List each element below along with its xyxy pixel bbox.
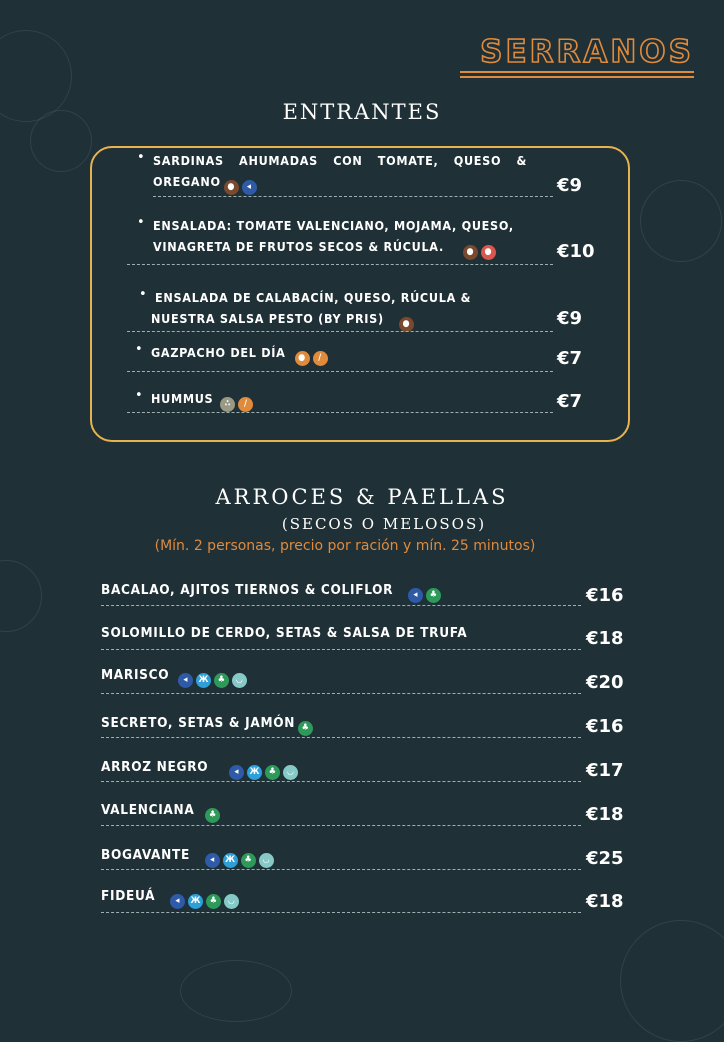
list-item bbox=[101, 623, 581, 644]
list-item bbox=[101, 886, 581, 909]
celery-icon: ♣ bbox=[298, 721, 313, 736]
section-title-arroces: ARROCES & PAELLAS bbox=[215, 485, 509, 509]
item-price: €9 bbox=[557, 308, 583, 329]
dotted-leader bbox=[101, 737, 581, 738]
item-price: €18 bbox=[586, 804, 624, 825]
logo-underline bbox=[460, 71, 694, 73]
item-name: BOGAVANTE bbox=[101, 847, 190, 863]
celery-icon: ♣ bbox=[214, 673, 229, 688]
shell-icon: ◡ bbox=[259, 853, 274, 868]
item-name: FIDEUÁ bbox=[101, 888, 156, 904]
dotted-leader bbox=[153, 196, 553, 197]
item-name-line1: ENSALADA: TOMATE VALENCIANO, MOJAMA, QUESO, bbox=[153, 218, 514, 233]
crab-icon: Ж bbox=[196, 673, 211, 688]
list-item bbox=[139, 287, 535, 332]
dotted-leader bbox=[101, 605, 581, 606]
fish-icon: ◂ bbox=[229, 765, 244, 780]
shell-icon: ◡ bbox=[232, 673, 247, 688]
nut-icon: ● bbox=[224, 180, 239, 195]
item-price: €25 bbox=[586, 848, 624, 869]
list-item bbox=[101, 713, 581, 736]
celery-icon: ♣ bbox=[426, 588, 441, 603]
list-item bbox=[135, 342, 451, 366]
item-price: €16 bbox=[586, 716, 624, 737]
bullet: • bbox=[137, 215, 145, 230]
list-item bbox=[101, 845, 581, 868]
item-name: GAZPACHO DEL DÍA bbox=[151, 345, 286, 360]
shell-icon: ◡ bbox=[224, 894, 239, 909]
background-doodle bbox=[180, 960, 292, 1022]
fish-icon: ◂ bbox=[408, 588, 423, 603]
celery-icon: ♣ bbox=[265, 765, 280, 780]
item-name-line2: OREGANO bbox=[153, 174, 221, 189]
item-name: ARROZ NEGRO bbox=[101, 759, 209, 775]
list-item bbox=[101, 757, 581, 780]
fish-icon: ◂ bbox=[205, 853, 220, 868]
section-title-entrantes: ENTRANTES bbox=[282, 100, 442, 124]
nut-icon: ● bbox=[463, 245, 478, 260]
item-name: MARISCO bbox=[101, 667, 170, 683]
item-name-line2: NUESTRA SALSA PESTO (BY PRIS) bbox=[151, 311, 384, 326]
bullet: • bbox=[135, 342, 143, 357]
item-name: VALENCIANA bbox=[101, 802, 195, 818]
apple-icon: ● bbox=[481, 245, 496, 260]
shell-icon: ◡ bbox=[283, 765, 298, 780]
background-doodle bbox=[640, 180, 722, 262]
list-item bbox=[137, 150, 527, 195]
list-item bbox=[135, 388, 451, 412]
dotted-leader bbox=[127, 264, 553, 265]
item-price: €18 bbox=[586, 628, 624, 649]
background-doodle bbox=[0, 560, 42, 632]
dotted-leader bbox=[101, 912, 581, 913]
item-name: SECRETO, SETAS & JAMÓN bbox=[101, 715, 296, 731]
item-name-line1: SARDINAS AHUMADAS CON TOMATE, QUESO & bbox=[153, 153, 527, 168]
item-price: €10 bbox=[557, 241, 595, 262]
nut-icon: ● bbox=[399, 317, 414, 332]
fish-icon: ◂ bbox=[178, 673, 193, 688]
bullet: • bbox=[137, 150, 145, 165]
section-note: (Mín. 2 personas, precio por ración y mín. 25 minutos) bbox=[154, 538, 536, 554]
crab-icon: Ж bbox=[223, 853, 238, 868]
item-price: €18 bbox=[586, 891, 624, 912]
celery-icon: ♣ bbox=[205, 808, 220, 823]
celery-icon: ♣ bbox=[241, 853, 256, 868]
item-name: HUMMUS bbox=[151, 391, 214, 406]
item-price: €17 bbox=[586, 760, 624, 781]
dotted-leader bbox=[127, 371, 553, 372]
dotted-leader bbox=[101, 693, 581, 694]
wheat-icon: / bbox=[238, 397, 253, 412]
item-name: SOLOMILLO DE CERDO, SETAS & SALSA DE TRUFA bbox=[101, 625, 468, 641]
crab-icon: Ж bbox=[247, 765, 262, 780]
dotted-leader bbox=[101, 649, 581, 650]
item-price: €7 bbox=[557, 348, 583, 369]
logo-underline bbox=[460, 76, 694, 78]
fish-icon: ◂ bbox=[242, 180, 257, 195]
list-item bbox=[137, 215, 533, 260]
list-item bbox=[101, 580, 581, 603]
dotted-leader bbox=[101, 781, 581, 782]
fish-icon: ◂ bbox=[170, 894, 185, 909]
sesame-icon: ∴ bbox=[220, 397, 235, 412]
list-item bbox=[101, 800, 581, 823]
dotted-leader bbox=[127, 412, 553, 413]
item-price: €16 bbox=[586, 585, 624, 606]
item-name-line2: VINAGRETA DE FRUTOS SECOS & RÚCULA. bbox=[153, 239, 444, 254]
dotted-leader bbox=[127, 331, 553, 332]
brand-logo: SERRANOS bbox=[480, 34, 694, 70]
egg-icon: ● bbox=[295, 351, 310, 366]
item-price: €20 bbox=[586, 672, 624, 693]
celery-icon: ♣ bbox=[206, 894, 221, 909]
crab-icon: Ж bbox=[188, 894, 203, 909]
dotted-leader bbox=[101, 825, 581, 826]
item-price: €7 bbox=[557, 391, 583, 412]
item-price: €9 bbox=[557, 175, 583, 196]
bullet: • bbox=[135, 388, 143, 403]
list-item bbox=[101, 665, 581, 688]
bullet: • bbox=[139, 287, 147, 302]
wheat-icon: / bbox=[313, 351, 328, 366]
dotted-leader bbox=[101, 869, 581, 870]
item-name: BACALAO, AJITOS TIERNOS & COLIFLOR bbox=[101, 582, 394, 598]
item-name-line1: ENSALADA DE CALABACÍN, QUESO, RÚCULA & bbox=[155, 290, 472, 305]
section-subtitle: (SECOS O MELOSOS) bbox=[281, 515, 487, 533]
